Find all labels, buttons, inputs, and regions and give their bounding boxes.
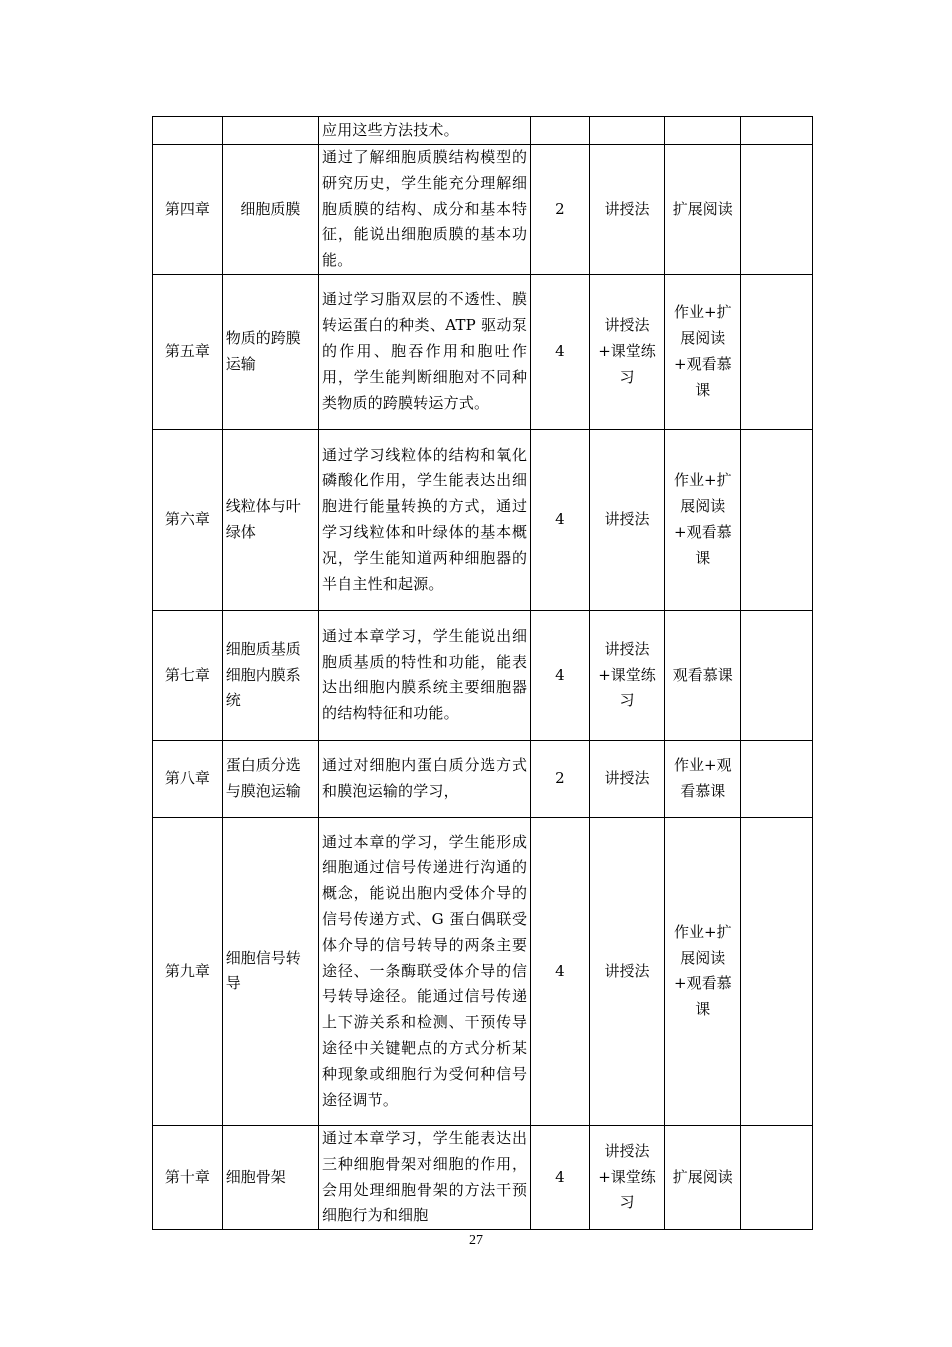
- goal-cell: 通过本章的学习，学生能形成细胞通过信号传递进行沟通的概念，能说出胞内受体介导的信号传递方式、G 蛋白偶联受体介导的信号转导的两条主要途径、一条酶联受体介导的信号转导途径。能通过信号传递上下游关系和检测、干预传导途径中关键靶点的方式分析某种现象或细胞行为受何种信号途径调节。: [319, 817, 531, 1125]
- table-row: [153, 740, 813, 817]
- extra-cell: 观看慕课: [665, 610, 741, 740]
- method-cell: [589, 117, 665, 145]
- topic-cell: 物质的跨膜运输: [222, 274, 318, 429]
- chapter-cell: 第四章: [153, 145, 223, 275]
- table-row: [153, 1125, 813, 1229]
- chapter-cell: 第八章: [153, 740, 223, 817]
- chapter-cell: 第九章: [153, 817, 223, 1125]
- hours-cell: 2: [531, 145, 589, 275]
- note-cell: [741, 1125, 813, 1229]
- table-row: [153, 117, 813, 145]
- method-cell: 讲授法+课堂练习: [589, 1125, 665, 1229]
- extra-cell: [665, 117, 741, 145]
- goal-cell: 通过了解细胞质膜结构模型的研究历史，学生能充分理解细胞质膜的结构、成分和基本特征，能说出细胞质膜的基本功能。: [319, 145, 531, 275]
- method-cell: 讲授法: [589, 817, 665, 1125]
- topic-cell: 蛋白质分选与膜泡运输: [222, 740, 318, 817]
- note-cell: [741, 429, 813, 610]
- hours-cell: [531, 117, 589, 145]
- note-cell: [741, 117, 813, 145]
- note-cell: [741, 145, 813, 275]
- page-number: 27: [469, 1233, 483, 1248]
- topic-cell: 细胞信号转导: [222, 817, 318, 1125]
- note-cell: [741, 740, 813, 817]
- chapter-cell: [153, 117, 223, 145]
- syllabus-table: [152, 116, 813, 1230]
- chapter-cell: 第六章: [153, 429, 223, 610]
- chapter-cell: 第五章: [153, 274, 223, 429]
- note-cell: [741, 610, 813, 740]
- topic-cell: 细胞质基质细胞内膜系统: [222, 610, 318, 740]
- extra-cell: 扩展阅读: [665, 145, 741, 275]
- hours-cell: 4: [531, 429, 589, 610]
- extra-cell: 作业+观看慕课: [665, 740, 741, 817]
- chapter-cell: 第七章: [153, 610, 223, 740]
- table-row: [153, 145, 813, 275]
- note-cell: [741, 817, 813, 1125]
- extra-cell: 作业+扩展阅读+观看慕课: [665, 429, 741, 610]
- goal-cell: 通过学习线粒体的结构和氧化磷酸化作用，学生能表达出细胞进行能量转换的方式，通过学习线粒体和叶绿体的基本概况，学生能知道两种细胞器的半自主性和起源。: [319, 429, 531, 610]
- note-cell: [741, 274, 813, 429]
- goal-cell: 应用这些方法技术。: [319, 117, 531, 145]
- topic-cell: [222, 117, 318, 145]
- hours-cell: 4: [531, 817, 589, 1125]
- table-row: [153, 274, 813, 429]
- topic-cell: 细胞质膜: [222, 145, 318, 275]
- goal-cell: 通过本章学习，学生能说出细胞质基质的特性和功能，能表达出细胞内膜系统主要细胞器的结构特征和功能。: [319, 610, 531, 740]
- goal-cell: 通过学习脂双层的不透性、膜转运蛋白的种类、ATP 驱动泵的作用、胞吞作用和胞吐作用，学生能判断细胞对不同种类物质的跨膜转运方式。: [319, 274, 531, 429]
- table-row: [153, 610, 813, 740]
- extra-cell: 作业+扩展阅读+观看慕课: [665, 274, 741, 429]
- extra-cell: 作业+扩展阅读+观看慕课: [665, 817, 741, 1125]
- goal-cell: 通过对细胞内蛋白质分选方式和膜泡运输的学习，: [319, 740, 531, 817]
- table-row: [153, 817, 813, 1125]
- method-cell: 讲授法: [589, 429, 665, 610]
- table-row: [153, 429, 813, 610]
- hours-cell: 2: [531, 740, 589, 817]
- topic-cell: 细胞骨架: [222, 1125, 318, 1229]
- chapter-cell: 第十章: [153, 1125, 223, 1229]
- method-cell: 讲授法: [589, 740, 665, 817]
- hours-cell: 4: [531, 274, 589, 429]
- extra-cell: 扩展阅读: [665, 1125, 741, 1229]
- hours-cell: 4: [531, 1125, 589, 1229]
- method-cell: 讲授法+课堂练习: [589, 610, 665, 740]
- hours-cell: 4: [531, 610, 589, 740]
- goal-cell: 通过本章学习，学生能表达出三种细胞骨架对细胞的作用，会用处理细胞骨架的方法干预细胞行为和细胞: [319, 1125, 531, 1229]
- topic-cell: 线粒体与叶绿体: [222, 429, 318, 610]
- method-cell: 讲授法: [589, 145, 665, 275]
- method-cell: 讲授法+课堂练习: [589, 274, 665, 429]
